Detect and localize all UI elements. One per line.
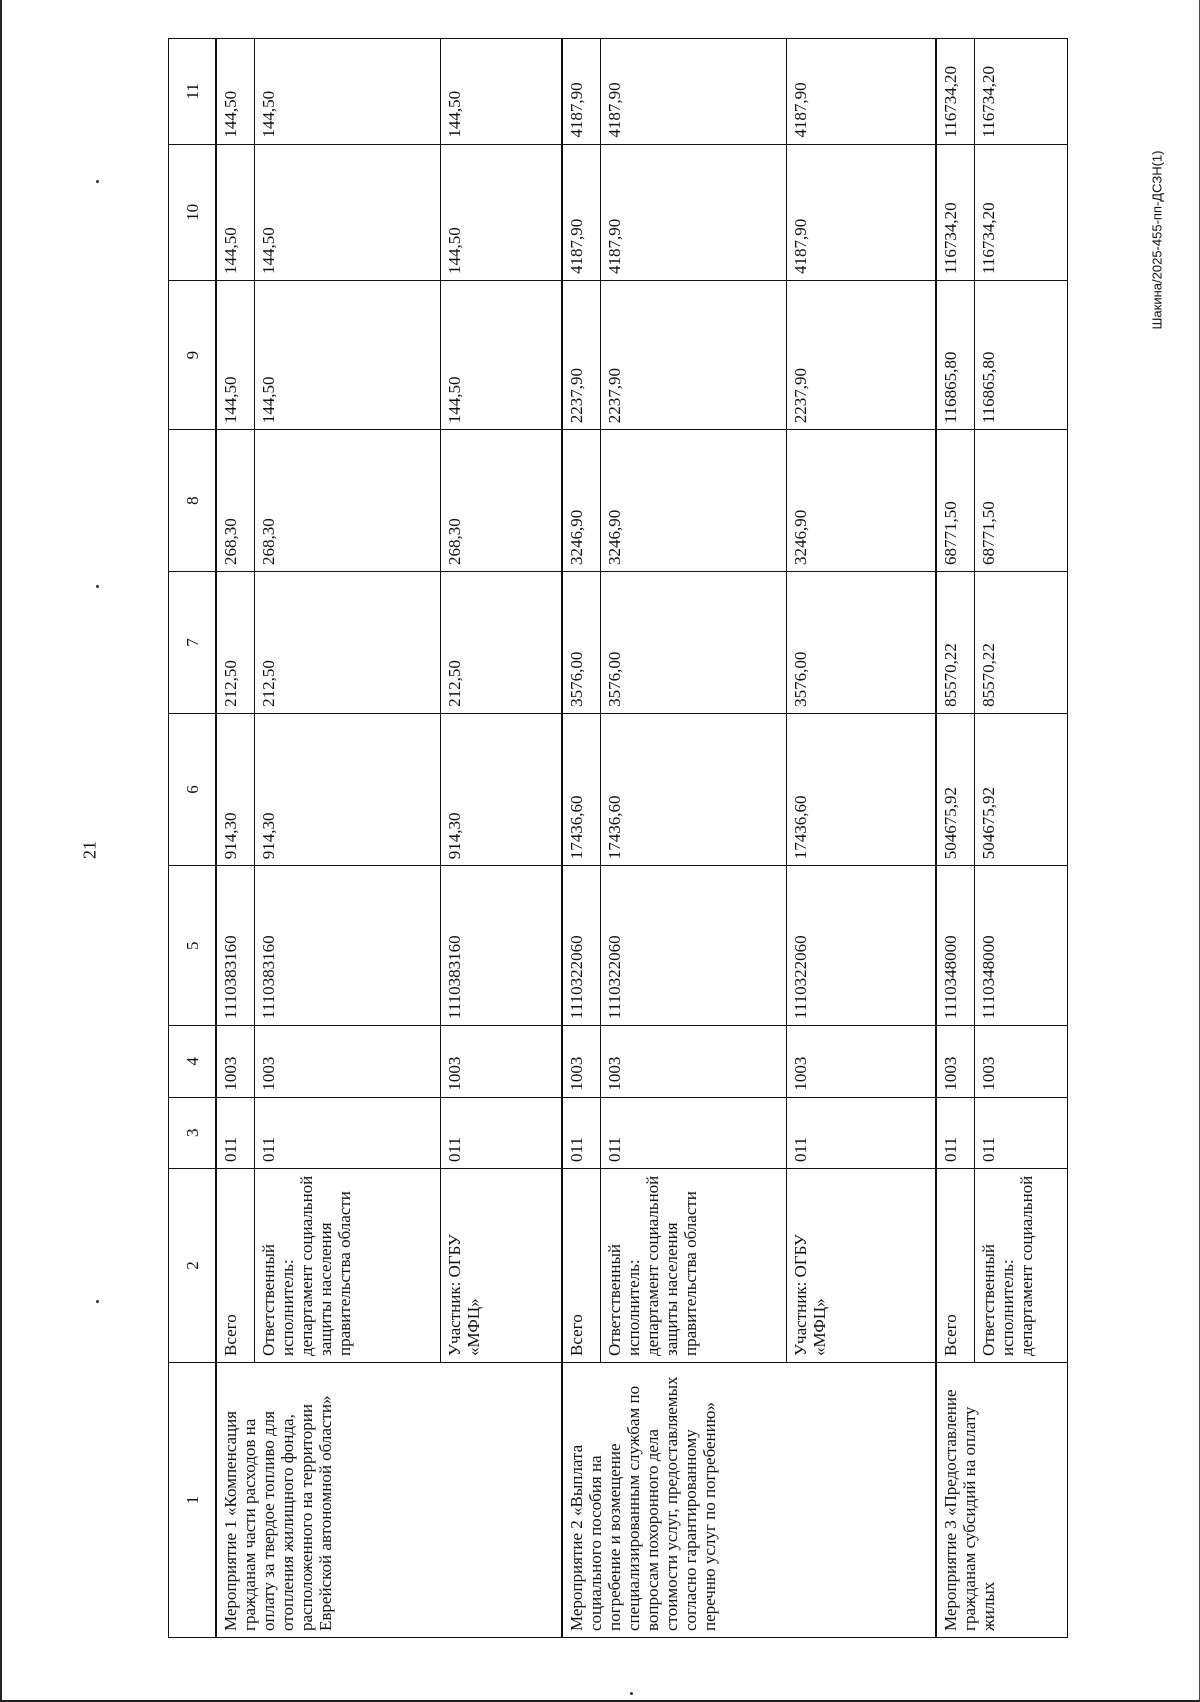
table-cell: 1110322060 (562, 866, 600, 1026)
scan-speck (96, 585, 99, 588)
table-cell: 212,50 (254, 572, 440, 714)
table-cell: 85570,22 (936, 572, 974, 714)
table-cell: 4187,90 (562, 144, 600, 280)
scan-speck (96, 180, 99, 183)
column-header: 11 (169, 39, 217, 145)
table-cell: 011 (440, 1097, 561, 1168)
column-header: 7 (169, 572, 217, 714)
table-cell: 68771,50 (974, 430, 1067, 572)
activity-cell: Мероприятие 3 «Предоставление гражданам субсидий на оплату жилых (936, 1362, 1068, 1637)
table-cell: 3246,90 (562, 430, 600, 572)
table-cell: 1003 (786, 1026, 936, 1097)
table-cell: 144,50 (254, 281, 440, 430)
table-cell: 914,30 (440, 713, 561, 865)
table-cell: 116865,80 (974, 281, 1067, 430)
table-cell: 3246,90 (786, 430, 936, 572)
table-row (216, 39, 254, 1638)
row-label-cell: Ответственный исполнитель: департамент социальной защиты населения правительства области (254, 1168, 440, 1362)
page-number: 21 (79, 841, 100, 859)
table-cell: 1003 (936, 1026, 974, 1097)
table-row (936, 39, 974, 1638)
table-cell: 4187,90 (600, 39, 786, 145)
table-cell: 4187,90 (600, 144, 786, 280)
table-cell: 17436,60 (600, 713, 786, 865)
table-cell: 144,50 (254, 144, 440, 280)
document-footer-id: Шакина/2025-455-пп-ДСЗН(1) (1149, 150, 1165, 330)
column-header: 4 (169, 1026, 217, 1097)
table-cell: 144,50 (216, 39, 254, 145)
table-cell: 2237,90 (600, 281, 786, 430)
rotated-table-sheet (168, 38, 1068, 1638)
table-cell: 1110383160 (216, 866, 254, 1026)
table-cell: 4187,90 (562, 39, 600, 145)
table-cell: 116734,20 (936, 39, 974, 145)
row-label-cell: Всего (562, 1168, 600, 1362)
table-cell: 504675,92 (936, 713, 974, 865)
column-header: 9 (169, 281, 217, 430)
activity-cell: Мероприятие 1 «Компенсация гражданам части расходов на оплату за твердое топливо для отопления жилищного фонда, расположенного на территории Еврейской автономной области» (216, 1362, 562, 1637)
table-cell: 011 (562, 1097, 600, 1168)
column-header: 8 (169, 430, 217, 572)
column-header: 5 (169, 866, 217, 1026)
table-cell: 2237,90 (562, 281, 600, 430)
table-cell: 1003 (600, 1026, 786, 1097)
table-cell: 1110322060 (600, 866, 786, 1026)
table-cell: 011 (786, 1097, 936, 1168)
table-cell: 1110348000 (936, 866, 974, 1026)
table-cell: 1003 (254, 1026, 440, 1097)
table-cell: 212,50 (216, 572, 254, 714)
table-cell: 011 (974, 1097, 1067, 1168)
table-cell: 3576,00 (562, 572, 600, 714)
table-cell: 116865,80 (936, 281, 974, 430)
column-header: 3 (169, 1097, 217, 1168)
table-cell: 116734,20 (936, 144, 974, 280)
table-cell: 144,50 (440, 144, 561, 280)
table-cell: 268,30 (216, 430, 254, 572)
table-cell: 011 (216, 1097, 254, 1168)
table-cell: 1003 (440, 1026, 561, 1097)
budget-table (168, 38, 1068, 1638)
scan-speck (630, 1692, 633, 1695)
table-cell: 011 (936, 1097, 974, 1168)
table-row (562, 39, 600, 1638)
table-cell: 268,30 (254, 430, 440, 572)
table-cell: 144,50 (216, 144, 254, 280)
table-cell: 144,50 (216, 281, 254, 430)
table-cell: 504675,92 (974, 713, 1067, 865)
table-cell: 68771,50 (936, 430, 974, 572)
table-cell: 17436,60 (786, 713, 936, 865)
row-label-cell: Всего (936, 1168, 974, 1362)
table-cell: 268,30 (440, 430, 561, 572)
table-cell: 1110383160 (440, 866, 561, 1026)
table-cell: 212,50 (440, 572, 561, 714)
table-cell: 4187,90 (786, 144, 936, 280)
row-label-cell: Участник: ОГБУ «МФЦ» (440, 1168, 561, 1362)
column-header: 1 (169, 1362, 217, 1637)
row-label-cell: Ответственный исполнитель: департамент социальной защиты населения правительства области (600, 1168, 786, 1362)
scan-speck (96, 1300, 99, 1303)
table-cell: 144,50 (254, 39, 440, 145)
table-cell: 116734,20 (974, 144, 1067, 280)
table-cell: 1110348000 (974, 866, 1067, 1026)
table-cell: 17436,60 (562, 713, 600, 865)
table-cell: 011 (600, 1097, 786, 1168)
row-label-cell: Участник: ОГБУ «МФЦ» (786, 1168, 936, 1362)
table-cell: 1003 (216, 1026, 254, 1097)
table-cell: 3246,90 (600, 430, 786, 572)
row-label-cell: Ответственный исполнитель: департамент социальной (974, 1168, 1067, 1362)
column-header: 6 (169, 713, 217, 865)
table-cell: 144,50 (440, 281, 561, 430)
table-cell: 144,50 (440, 39, 561, 145)
column-header: 10 (169, 144, 217, 280)
table-cell: 4187,90 (786, 39, 936, 145)
table-cell: 1003 (562, 1026, 600, 1097)
table-cell: 3576,00 (600, 572, 786, 714)
table-cell: 3576,00 (786, 572, 936, 714)
column-header: 2 (169, 1168, 217, 1362)
row-label-cell: Всего (216, 1168, 254, 1362)
table-cell: 116734,20 (974, 39, 1067, 145)
table-cell: 914,30 (254, 713, 440, 865)
table-cell: 011 (254, 1097, 440, 1168)
activity-cell: Мероприятие 2 «Выплата социального пособия на погребение и возмещение специализированным службам по вопросам похоронного дела стоимости услуг, предоставляемых согласно гарантированному перечню услуг по погребению» (562, 1362, 936, 1637)
header-row (169, 39, 217, 1638)
table-cell: 1110383160 (254, 866, 440, 1026)
table-cell: 2237,90 (786, 281, 936, 430)
table-cell: 85570,22 (974, 572, 1067, 714)
table-cell: 1003 (974, 1026, 1067, 1097)
table-cell: 914,30 (216, 713, 254, 865)
table-cell: 1110322060 (786, 866, 936, 1026)
